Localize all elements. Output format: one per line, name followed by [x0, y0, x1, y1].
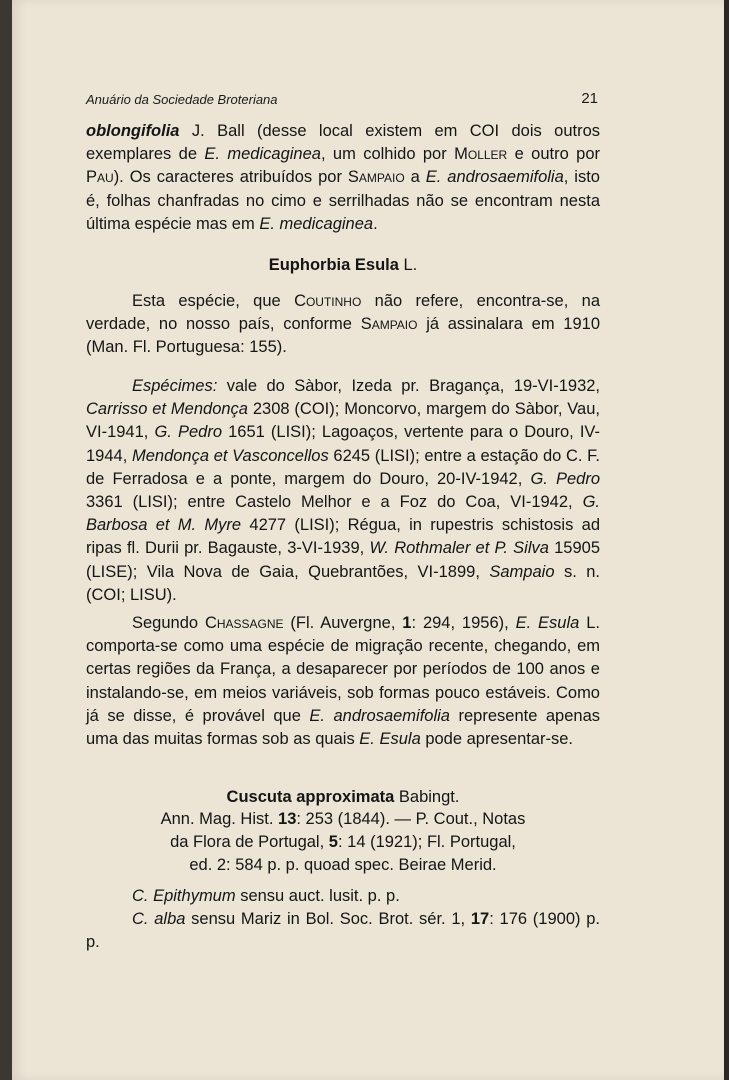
text-run: já assinalara em 1910 (Man. Fl. Portuguesa: 155).: [86, 315, 600, 357]
author-name: Sampaio: [347, 168, 405, 187]
specimens-label: Espécimes:: [132, 377, 218, 395]
collector-name: W. Rothmaler et P. Silva: [369, 539, 549, 558]
text-run: da Flora de Portugal,: [170, 833, 329, 851]
text-run: Ann. Mag. Hist.: [160, 810, 279, 828]
text-run: ). Os caracteres atribuídos por: [113, 168, 348, 187]
text-run: 1651 (LISI); Lagoaços, vertente para o Douro, IV-1944,: [86, 423, 600, 465]
taxon-name: E. Esula: [359, 730, 421, 749]
text-run: L. comporta-se como uma espécie de migração recente, chegando, em certas regiões da França, a desaparecer por períodos de 100 anos e instalando-se, em meios variáveis, sob formas pouco estáveis. Como já se disse, é provável que: [86, 614, 600, 725]
text-run: ed. 2: 584 p. p. quoad spec. Beirae Merid.: [189, 856, 497, 874]
text-run: (Fl. Auvergne,: [283, 614, 403, 632]
text-run: 3361 (LISI); entre Castelo Melhor e a Foz do Coa, VI-1942,: [86, 493, 583, 512]
taxon-name: E. androsaemifolia: [425, 168, 564, 187]
volume-number: 1: [402, 614, 412, 632]
volume-number: 17: [470, 910, 490, 928]
paragraph-specimens: [86, 375, 600, 607]
text-run: vale do Sàbor, Izeda pr. Bragança, 19-VI-1932,: [217, 377, 600, 395]
page-edge-shadow: [724, 0, 729, 1080]
heading-cuscuta-approximata: [86, 786, 600, 809]
taxon-name: C. alba: [132, 910, 186, 928]
species-heading: Cuscuta approximata: [226, 788, 395, 806]
text-run: Esta espécie, que: [132, 292, 295, 310]
journal-title: Anuário da Sociedade Broteriana: [86, 92, 278, 107]
text-run: e outro por: [507, 145, 600, 164]
taxon-name: E. medicaginea: [259, 214, 374, 233]
text-run: : 253 (1844). — P. Cout., Notas: [296, 810, 526, 828]
text-run: sensu auct. lusit. p. p.: [235, 887, 400, 905]
text-run: 4277 (LISI); Régua, in rupestris schistosis ad ripas fl. Durii pr. Bagauste, 3-VI-1939,: [86, 516, 600, 558]
collector-name: Sampaio: [489, 562, 555, 581]
author-name: Sampaio: [360, 315, 418, 334]
taxon-name: oblongifolia: [86, 122, 180, 140]
text-run: s. n. (COI; LISU).: [86, 562, 600, 604]
collector-name: G. Pedro: [530, 469, 600, 488]
text-run: sensu Mariz in Bol. Soc. Brot. sér. 1,: [185, 910, 471, 928]
species-author: L.: [398, 256, 418, 274]
text-run: .: [373, 214, 378, 233]
text-run: não refere, encontra-se, na verdade, no nosso país, conforme: [86, 292, 600, 334]
taxon-name: E. androsaemifolia: [309, 706, 450, 725]
paragraph-esula-intro: [86, 290, 600, 360]
collector-name: Carrisso et Mendonça: [86, 400, 248, 419]
author-name: Coutinho: [294, 292, 362, 310]
species-author: Babingt.: [394, 788, 460, 806]
taxon-name: C. Epithymum: [132, 887, 236, 905]
text-run: , isto é, folhas chanfradas no cimo e serrilhadas não se encontram nesta última espécie mas em: [86, 168, 600, 233]
text-run: Segundo: [132, 614, 205, 632]
reference-line-2: [86, 831, 600, 854]
text-run: , um colhido por: [320, 145, 455, 164]
volume-number: 13: [278, 810, 297, 828]
reference-line-3: [86, 854, 600, 877]
author-name: Chassagne: [204, 614, 284, 632]
paragraph-oblongifolia: [86, 120, 600, 236]
text-run: 15905 (LISE); Vila Nova de Gaia, Quebrantões, VI-1899,: [86, 539, 601, 581]
reference-line-1: [86, 808, 600, 831]
text-run: : 14 (1921); Fl. Portugal,: [337, 833, 516, 851]
text-run: : 294, 1956),: [411, 614, 516, 632]
species-heading: Euphorbia Esula: [268, 256, 399, 274]
page-number: 21: [581, 90, 598, 107]
collector-name: G. Pedro: [154, 423, 223, 442]
synonym-alba: [86, 908, 600, 954]
text-run: a: [404, 168, 426, 187]
volume-number: 5: [328, 833, 338, 851]
collector-name: Mendonça et Vasconcellos: [131, 446, 329, 465]
text-run: : 176 (1900) p. p.: [86, 910, 600, 952]
heading-euphorbia-esula: [86, 254, 600, 277]
document-page: [12, 0, 724, 1080]
text-run: 2308 (COI); Moncorvo, margem do Sàbor, Vau, VI-1941,: [86, 400, 600, 442]
synonym-epithymum: [86, 885, 600, 908]
text-run: pode apresentar-se.: [420, 730, 574, 749]
taxon-name: E. Esula: [515, 614, 580, 632]
collector-name: G. Barbosa et M. Myre: [86, 493, 600, 535]
running-header: [86, 89, 598, 111]
taxon-name: E. medicaginea: [204, 145, 321, 164]
author-name: Moller: [454, 145, 508, 164]
author-name: Pau: [86, 168, 114, 187]
paragraph-chassagne: [86, 612, 600, 751]
text-run: represente apenas uma das muitas formas sob as quais: [86, 706, 601, 749]
text-run: 6245 (LISI); entre a estação do C. F. de Ferradosa e a ponte, margem do Douro, 20-IV-1942,: [86, 446, 600, 488]
text-run: J. Ball (desse local existem em COI dois outros exemplares de: [86, 122, 600, 164]
